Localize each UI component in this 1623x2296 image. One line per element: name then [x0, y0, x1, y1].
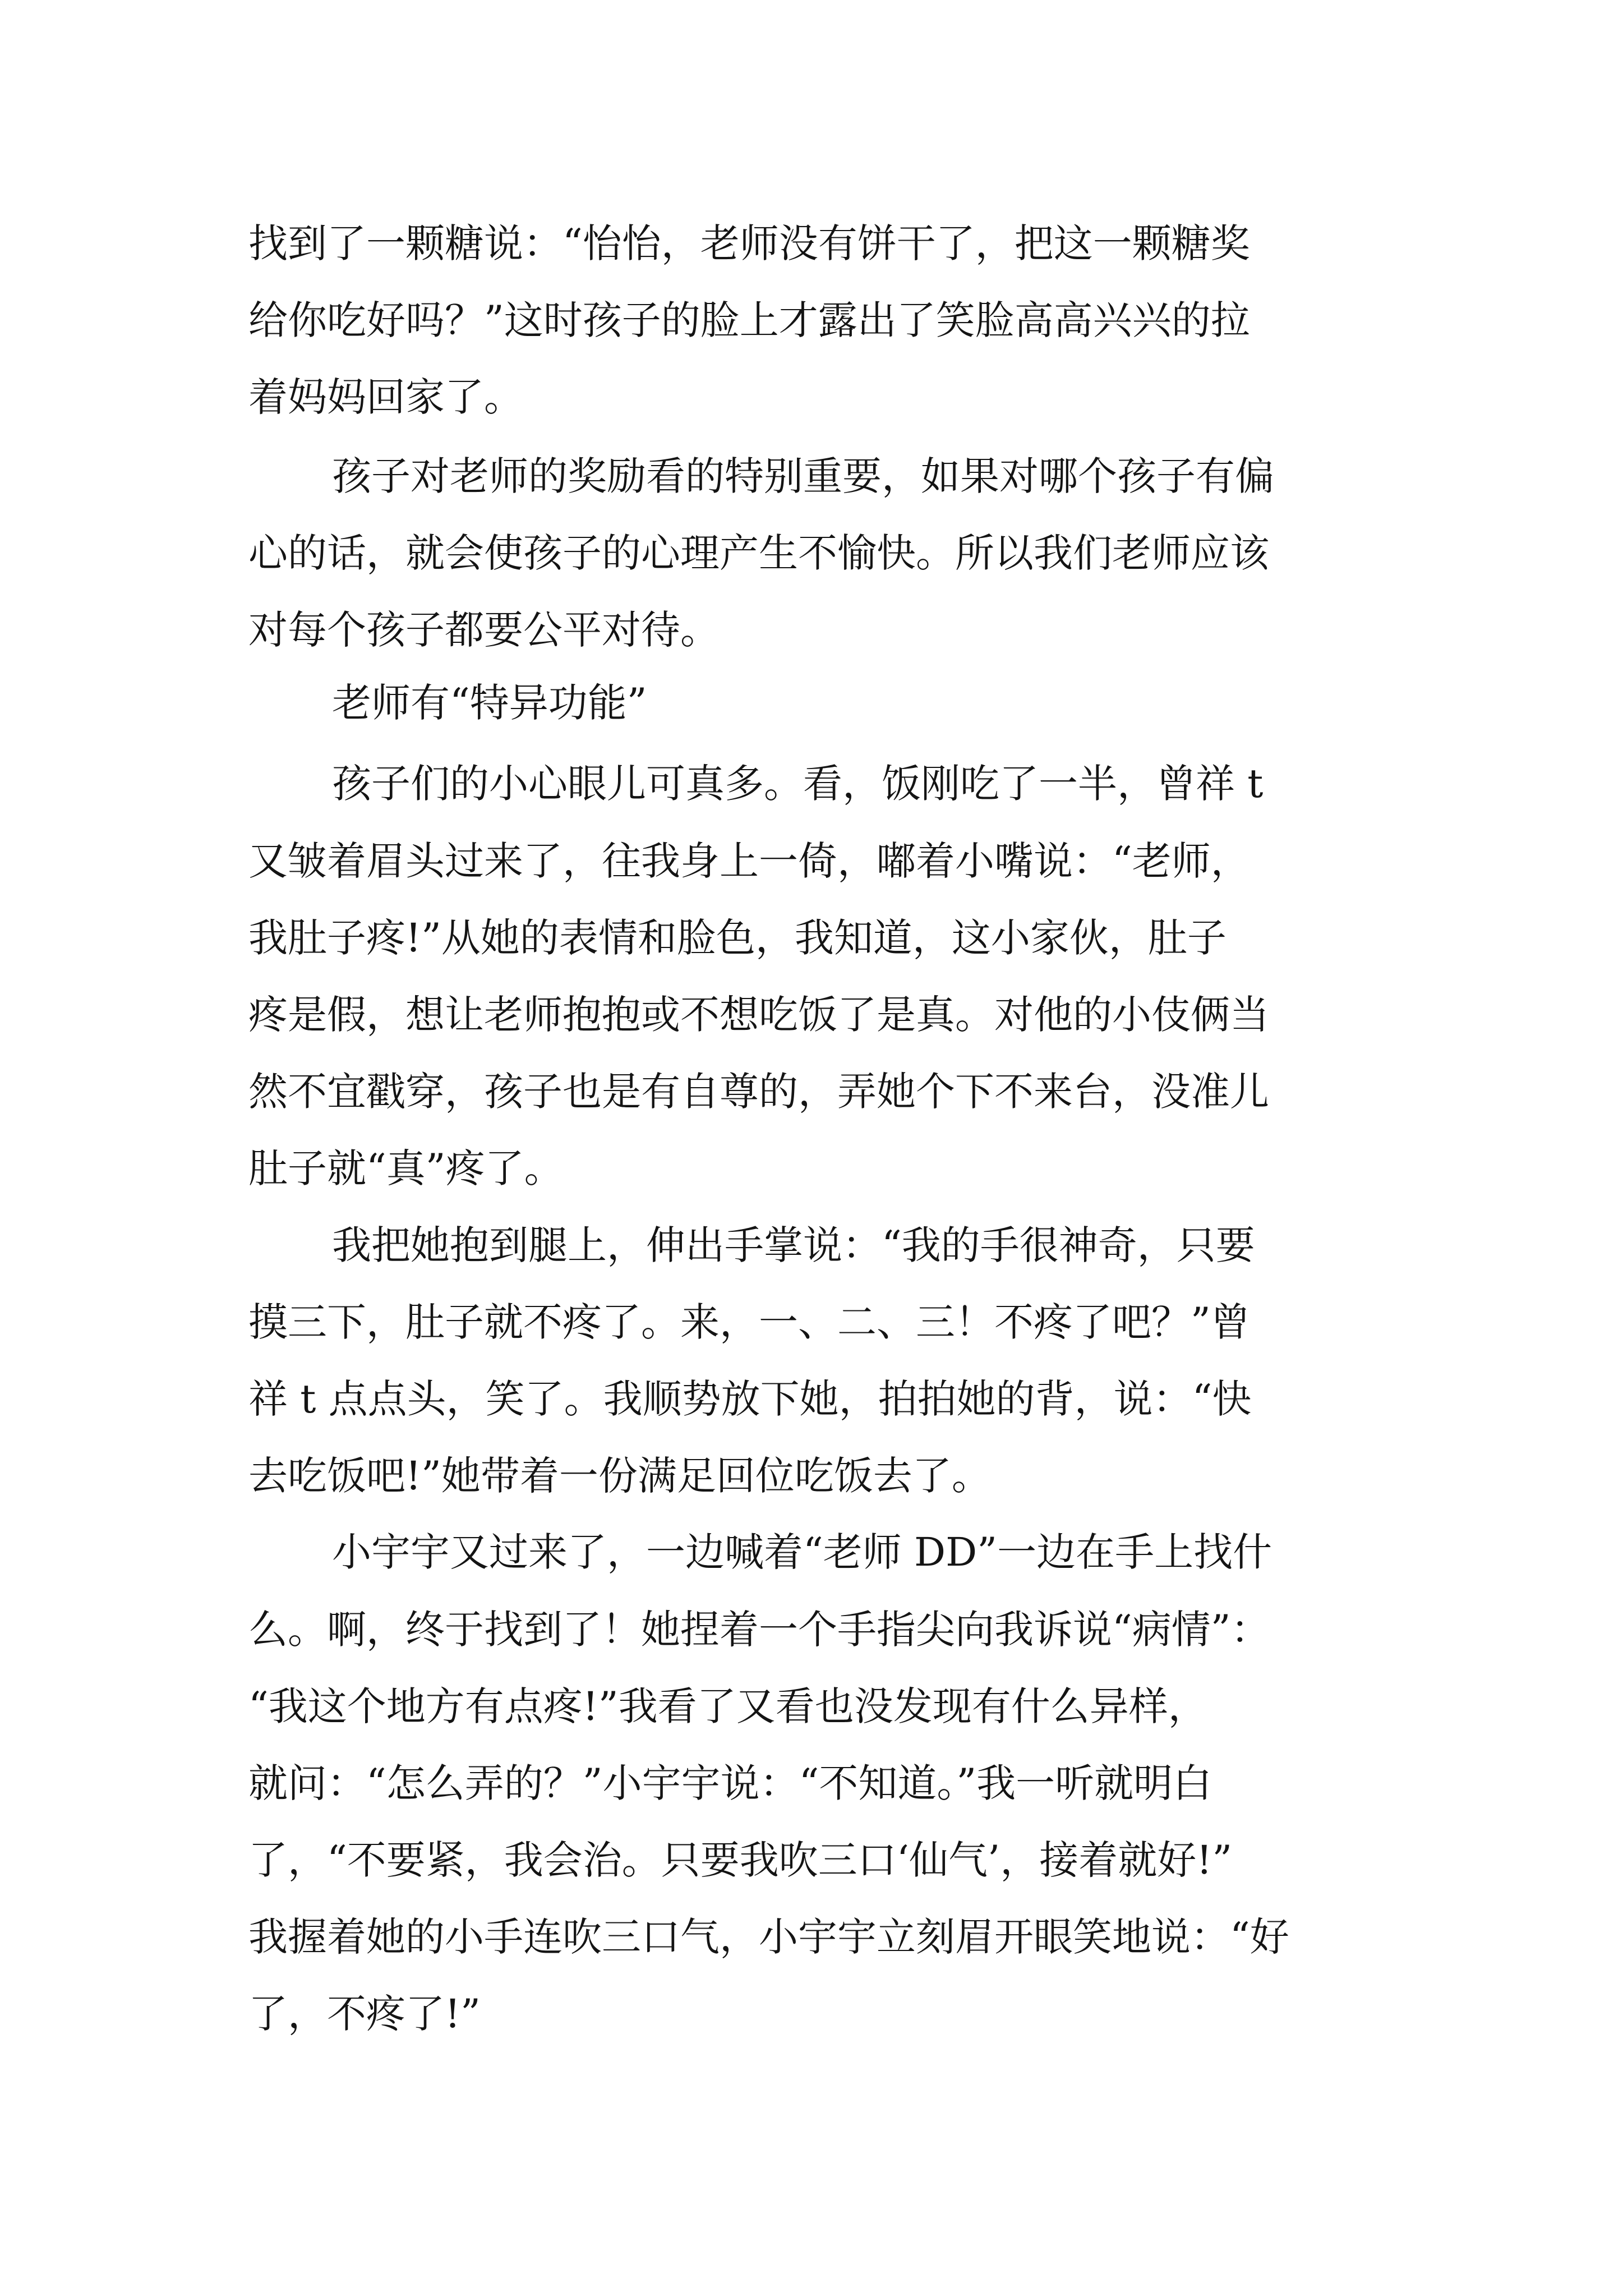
text-line-9: 又皱着眉头过来了，往我身上一倚，嘟着小嘴说：“老师， [248, 838, 1250, 884]
section-heading: 老师有“特异功能” [332, 680, 647, 726]
text-line-13: 肚子就“真”疼了。 [248, 1145, 564, 1191]
text-line-17: 去吃饭吧!”她带着一份满足回位吃饭去了。 [248, 1453, 991, 1499]
text-line-24: 了，不疼了!” [248, 1991, 481, 2037]
text-line-3: 着妈妈回家了。 [248, 374, 523, 420]
text-line-10: 我肚子疼!”从她的表情和脸色，我知道，这小家伙，肚子 [248, 915, 1227, 961]
text-line-1: 找到了一颗糖说：“怡怡，老师没有饼干了，把这一颗糖奖 [248, 220, 1250, 266]
text-line-21: 就问：“怎么弄的？”小宇宇说：“不知道。”我一听就明白 [248, 1760, 1212, 1806]
text-line-16: 祥 t 点点头，笑了。我顺势放下她，拍拍她的背，说：“快 [248, 1376, 1252, 1422]
text-line-2: 给你吃好吗？”这时孩子的脸上才露出了笑脸高高兴兴的拉 [248, 297, 1250, 343]
text-line-23: 我握着她的小手连吹三口气，小宇宇立刻眉开眼笑地说：“好 [248, 1914, 1289, 1960]
text-line-4: 孩子对老师的奖励看的特别重要，如果对哪个孩子有偏 [332, 453, 1274, 499]
text-line-8: 孩子们的小心眼儿可真多。看，饭刚吃了一半，曾祥 t [332, 761, 1264, 807]
text-line-5: 心的话，就会使孩子的心理产生不愉快。所以我们老师应该 [248, 530, 1269, 576]
text-line-11: 疼是假，想让老师抱抱或不想吃饭了是真。对他的小伎俩当 [248, 992, 1269, 1038]
text-line-19: 么。啊，终于找到了！她捏着一个手指尖向我诉说“病情”： [248, 1607, 1270, 1653]
text-line-6: 对每个孩子都要公平对待。 [248, 607, 720, 653]
text-line-12: 然不宜戳穿，孩子也是有自尊的，弄她个下不来台，没准儿 [248, 1069, 1269, 1115]
text-line-15: 摸三下，肚子就不疼了。来，一、二、三！不疼了吧？”曾 [248, 1299, 1250, 1345]
text-line-22: 了，“不要紧，我会治。只要我吹三口‘仙气’，接着就好!” [248, 1837, 1233, 1883]
text-line-14: 我把她抱到腿上，伸出手掌说：“我的手很神奇，只要 [332, 1222, 1255, 1268]
text-line-20: “我这个地方有点疼!”我看了又看也没发现有什么异样， [248, 1683, 1207, 1729]
text-line-18: 小宇宇又过来了，一边喊着“老师 DD”一边在手上找什 [332, 1529, 1272, 1575]
